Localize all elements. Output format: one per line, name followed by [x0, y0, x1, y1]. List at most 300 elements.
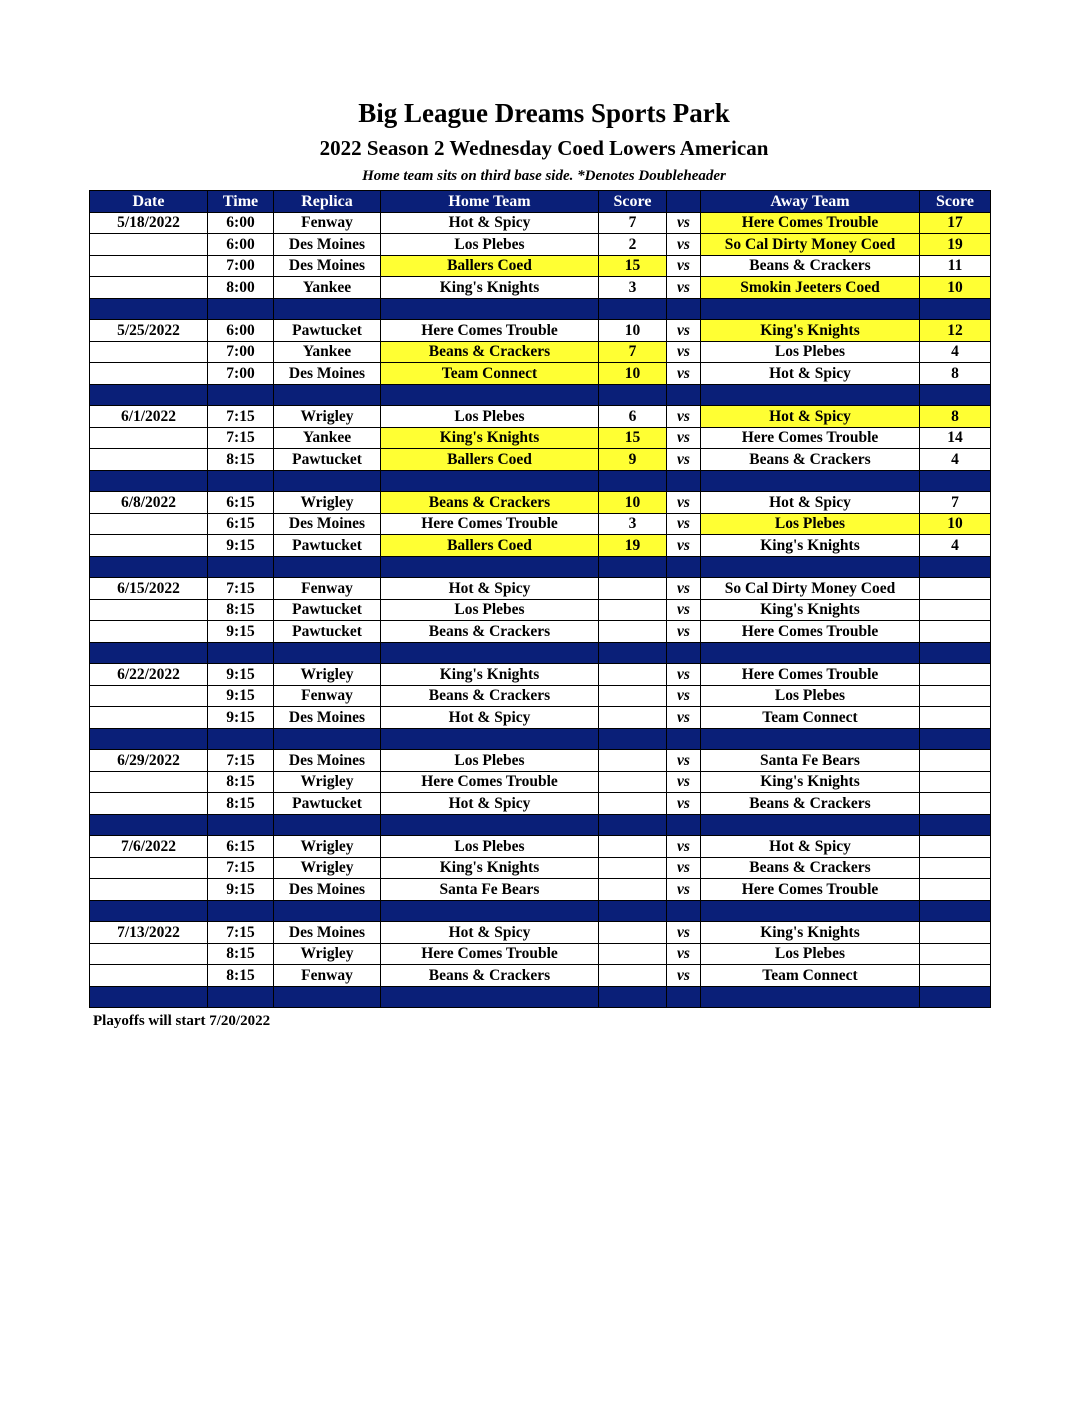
- week-separator-row: [90, 814, 991, 836]
- replica-cell: Pawtucket: [274, 599, 381, 621]
- col-header-date: Date: [90, 191, 208, 213]
- time-cell: 8:15: [208, 965, 274, 987]
- vs-cell: vs: [667, 857, 701, 879]
- separator-cell: [667, 298, 701, 320]
- home-score-cell: [599, 965, 667, 987]
- table-row: [90, 449, 991, 471]
- home-score-cell: [599, 578, 667, 600]
- separator-cell: [701, 900, 920, 922]
- separator-cell: [208, 642, 274, 664]
- schedule-table: [89, 190, 991, 1008]
- home-score-cell: 7: [599, 212, 667, 234]
- separator-cell: [208, 470, 274, 492]
- time-cell: 8:15: [208, 943, 274, 965]
- separator-cell: [208, 728, 274, 750]
- separator-cell: [274, 642, 381, 664]
- away-team-cell: King's Knights: [701, 320, 920, 342]
- replica-cell: Des Moines: [274, 513, 381, 535]
- home-score-cell: 2: [599, 234, 667, 256]
- separator-cell: [667, 728, 701, 750]
- separator-cell: [381, 642, 599, 664]
- page-title: Big League Dreams Sports Park: [358, 98, 730, 128]
- separator-cell: [701, 556, 920, 578]
- table-row: [90, 836, 991, 858]
- away-team-cell: King's Knights: [701, 535, 920, 557]
- separator-cell: [920, 556, 991, 578]
- separator-cell: [274, 814, 381, 836]
- home-score-cell: [599, 664, 667, 686]
- away-score-cell: [920, 621, 991, 643]
- date-cell: 6/8/2022: [90, 492, 208, 514]
- vs-cell: vs: [667, 234, 701, 256]
- table-row: [90, 965, 991, 987]
- time-cell: 6:15: [208, 492, 274, 514]
- date-cell: [90, 427, 208, 449]
- separator-cell: [208, 298, 274, 320]
- table-row: [90, 664, 991, 686]
- away-team-cell: Here Comes Trouble: [701, 212, 920, 234]
- home-team-cell: Hot & Spicy: [381, 212, 599, 234]
- vs-cell: vs: [667, 406, 701, 428]
- separator-cell: [381, 728, 599, 750]
- replica-cell: Des Moines: [274, 750, 381, 772]
- home-team-cell: Hot & Spicy: [381, 922, 599, 944]
- date-cell: 6/22/2022: [90, 664, 208, 686]
- time-cell: 7:15: [208, 857, 274, 879]
- separator-cell: [920, 642, 991, 664]
- time-cell: 6:15: [208, 513, 274, 535]
- home-team-cell: Beans & Crackers: [381, 621, 599, 643]
- date-cell: [90, 771, 208, 793]
- home-team-cell: King's Knights: [381, 857, 599, 879]
- table-row: [90, 943, 991, 965]
- separator-cell: [599, 470, 667, 492]
- home-team-cell: Los Plebes: [381, 406, 599, 428]
- vs-cell: vs: [667, 255, 701, 277]
- away-score-cell: [920, 965, 991, 987]
- replica-cell: Yankee: [274, 427, 381, 449]
- separator-cell: [920, 470, 991, 492]
- separator-cell: [274, 470, 381, 492]
- time-cell: 7:15: [208, 406, 274, 428]
- home-team-cell: Los Plebes: [381, 599, 599, 621]
- away-team-cell: So Cal Dirty Money Coed: [701, 234, 920, 256]
- vs-cell: vs: [667, 771, 701, 793]
- separator-cell: [90, 470, 208, 492]
- away-team-cell: Here Comes Trouble: [701, 427, 920, 449]
- away-score-cell: [920, 750, 991, 772]
- replica-cell: Des Moines: [274, 255, 381, 277]
- home-team-cell: Hot & Spicy: [381, 793, 599, 815]
- table-row: [90, 492, 991, 514]
- date-cell: [90, 599, 208, 621]
- separator-cell: [381, 470, 599, 492]
- separator-cell: [599, 642, 667, 664]
- separator-cell: [920, 384, 991, 406]
- separator-cell: [920, 986, 991, 1008]
- away-score-cell: 8: [920, 363, 991, 385]
- away-score-cell: [920, 857, 991, 879]
- date-cell: 5/18/2022: [90, 212, 208, 234]
- home-score-cell: [599, 771, 667, 793]
- vs-cell: vs: [667, 836, 701, 858]
- separator-cell: [701, 814, 920, 836]
- home-score-cell: [599, 922, 667, 944]
- away-team-cell: Beans & Crackers: [701, 255, 920, 277]
- time-cell: 8:00: [208, 277, 274, 299]
- replica-cell: Wrigley: [274, 406, 381, 428]
- home-team-cell: King's Knights: [381, 664, 599, 686]
- away-score-cell: 4: [920, 341, 991, 363]
- time-cell: 6:00: [208, 234, 274, 256]
- replica-cell: Wrigley: [274, 943, 381, 965]
- away-team-cell: Beans & Crackers: [701, 857, 920, 879]
- separator-cell: [701, 384, 920, 406]
- home-team-cell: Hot & Spicy: [381, 707, 599, 729]
- separator-cell: [667, 900, 701, 922]
- away-score-cell: [920, 836, 991, 858]
- table-row: [90, 427, 991, 449]
- home-team-cell: Beans & Crackers: [381, 685, 599, 707]
- separator-cell: [701, 298, 920, 320]
- away-score-cell: 19: [920, 234, 991, 256]
- week-separator-row: [90, 986, 991, 1008]
- away-score-cell: [920, 922, 991, 944]
- separator-cell: [90, 986, 208, 1008]
- date-cell: [90, 857, 208, 879]
- vs-cell: vs: [667, 341, 701, 363]
- away-score-cell: 11: [920, 255, 991, 277]
- separator-cell: [90, 728, 208, 750]
- separator-cell: [274, 556, 381, 578]
- home-team-cell: Hot & Spicy: [381, 578, 599, 600]
- away-score-cell: 4: [920, 449, 991, 471]
- home-team-cell: Here Comes Trouble: [381, 943, 599, 965]
- replica-cell: Des Moines: [274, 363, 381, 385]
- date-cell: [90, 621, 208, 643]
- away-team-cell: Team Connect: [701, 707, 920, 729]
- date-cell: [90, 234, 208, 256]
- replica-cell: Des Moines: [274, 922, 381, 944]
- table-row: [90, 212, 991, 234]
- away-team-cell: Beans & Crackers: [701, 449, 920, 471]
- time-cell: 6:00: [208, 212, 274, 234]
- date-cell: 7/6/2022: [90, 836, 208, 858]
- replica-cell: Wrigley: [274, 492, 381, 514]
- away-team-cell: Los Plebes: [701, 513, 920, 535]
- vs-cell: vs: [667, 578, 701, 600]
- home-team-cell: Los Plebes: [381, 750, 599, 772]
- date-cell: [90, 707, 208, 729]
- table-row: [90, 857, 991, 879]
- vs-cell: vs: [667, 513, 701, 535]
- replica-cell: Fenway: [274, 965, 381, 987]
- separator-cell: [920, 728, 991, 750]
- separator-cell: [274, 986, 381, 1008]
- replica-cell: Wrigley: [274, 771, 381, 793]
- vs-cell: vs: [667, 750, 701, 772]
- home-team-cell: Beans & Crackers: [381, 492, 599, 514]
- away-team-cell: Santa Fe Bears: [701, 750, 920, 772]
- away-team-cell: Team Connect: [701, 965, 920, 987]
- home-score-cell: 10: [599, 492, 667, 514]
- table-row: [90, 599, 991, 621]
- col-header-replica: Replica: [274, 191, 381, 213]
- away-team-cell: Hot & Spicy: [701, 492, 920, 514]
- col-header-away-score: Score: [920, 191, 991, 213]
- away-score-cell: [920, 707, 991, 729]
- replica-cell: Pawtucket: [274, 535, 381, 557]
- vs-cell: vs: [667, 492, 701, 514]
- table-row: [90, 793, 991, 815]
- away-team-cell: Here Comes Trouble: [701, 621, 920, 643]
- vs-cell: vs: [667, 707, 701, 729]
- replica-cell: Wrigley: [274, 857, 381, 879]
- date-cell: 6/1/2022: [90, 406, 208, 428]
- table-row: [90, 406, 991, 428]
- replica-cell: Pawtucket: [274, 621, 381, 643]
- away-team-cell: Hot & Spicy: [701, 363, 920, 385]
- separator-cell: [599, 384, 667, 406]
- time-cell: 7:15: [208, 427, 274, 449]
- vs-cell: vs: [667, 212, 701, 234]
- table-row: [90, 621, 991, 643]
- time-cell: 7:15: [208, 750, 274, 772]
- separator-cell: [667, 470, 701, 492]
- week-separator-row: [90, 470, 991, 492]
- replica-cell: Des Moines: [274, 707, 381, 729]
- separator-cell: [667, 556, 701, 578]
- replica-cell: Wrigley: [274, 664, 381, 686]
- away-score-cell: [920, 685, 991, 707]
- home-score-cell: 7: [599, 341, 667, 363]
- replica-cell: Des Moines: [274, 234, 381, 256]
- home-score-cell: [599, 599, 667, 621]
- away-score-cell: 14: [920, 427, 991, 449]
- away-team-cell: Hot & Spicy: [701, 406, 920, 428]
- replica-cell: Des Moines: [274, 879, 381, 901]
- separator-cell: [599, 728, 667, 750]
- time-cell: 7:15: [208, 922, 274, 944]
- week-separator-row: [90, 384, 991, 406]
- away-score-cell: 17: [920, 212, 991, 234]
- replica-cell: Fenway: [274, 578, 381, 600]
- date-cell: [90, 341, 208, 363]
- away-team-cell: Here Comes Trouble: [701, 664, 920, 686]
- vs-cell: vs: [667, 535, 701, 557]
- home-score-cell: 10: [599, 320, 667, 342]
- separator-cell: [381, 986, 599, 1008]
- home-team-cell: Ballers Coed: [381, 449, 599, 471]
- time-cell: 9:15: [208, 664, 274, 686]
- home-score-cell: [599, 879, 667, 901]
- separator-cell: [381, 900, 599, 922]
- time-cell: 9:15: [208, 535, 274, 557]
- separator-cell: [208, 986, 274, 1008]
- away-team-cell: Smokin Jeeters Coed: [701, 277, 920, 299]
- away-score-cell: [920, 879, 991, 901]
- separator-cell: [274, 384, 381, 406]
- away-score-cell: [920, 599, 991, 621]
- schedule-body: [90, 212, 991, 1008]
- vs-cell: vs: [667, 943, 701, 965]
- home-team-cell: Los Plebes: [381, 234, 599, 256]
- home-team-cell: Team Connect: [381, 363, 599, 385]
- date-cell: 6/15/2022: [90, 578, 208, 600]
- time-cell: 9:15: [208, 707, 274, 729]
- separator-cell: [90, 298, 208, 320]
- home-team-cell: Los Plebes: [381, 836, 599, 858]
- home-score-cell: 6: [599, 406, 667, 428]
- replica-cell: Fenway: [274, 685, 381, 707]
- home-team-cell: Ballers Coed: [381, 535, 599, 557]
- vs-cell: vs: [667, 685, 701, 707]
- time-cell: 7:00: [208, 255, 274, 277]
- home-score-cell: [599, 685, 667, 707]
- table-row: [90, 750, 991, 772]
- date-cell: [90, 363, 208, 385]
- replica-cell: Yankee: [274, 277, 381, 299]
- date-cell: [90, 513, 208, 535]
- away-score-cell: [920, 578, 991, 600]
- col-header-time: Time: [208, 191, 274, 213]
- table-row: [90, 879, 991, 901]
- time-cell: 7:00: [208, 363, 274, 385]
- table-row: [90, 535, 991, 557]
- home-score-cell: 10: [599, 363, 667, 385]
- separator-cell: [667, 986, 701, 1008]
- away-team-cell: Beans & Crackers: [701, 793, 920, 815]
- table-row: [90, 513, 991, 535]
- week-separator-row: [90, 556, 991, 578]
- table-row: [90, 685, 991, 707]
- table-row: [90, 255, 991, 277]
- separator-cell: [701, 986, 920, 1008]
- away-team-cell: Los Plebes: [701, 685, 920, 707]
- separator-cell: [90, 642, 208, 664]
- separator-cell: [920, 298, 991, 320]
- separator-cell: [667, 642, 701, 664]
- table-row: [90, 277, 991, 299]
- date-cell: [90, 793, 208, 815]
- home-team-cell: Here Comes Trouble: [381, 513, 599, 535]
- away-team-cell: Los Plebes: [701, 943, 920, 965]
- time-cell: 7:15: [208, 578, 274, 600]
- home-score-cell: 3: [599, 277, 667, 299]
- home-score-cell: 3: [599, 513, 667, 535]
- date-cell: [90, 879, 208, 901]
- away-team-cell: King's Knights: [701, 771, 920, 793]
- separator-cell: [381, 814, 599, 836]
- time-cell: 6:15: [208, 836, 274, 858]
- date-cell: 7/13/2022: [90, 922, 208, 944]
- date-cell: [90, 255, 208, 277]
- time-cell: 6:00: [208, 320, 274, 342]
- home-score-cell: [599, 621, 667, 643]
- vs-cell: vs: [667, 793, 701, 815]
- home-score-cell: [599, 750, 667, 772]
- home-score-cell: 19: [599, 535, 667, 557]
- replica-cell: Wrigley: [274, 836, 381, 858]
- col-header-vs: [667, 191, 701, 213]
- date-cell: [90, 449, 208, 471]
- table-row: [90, 707, 991, 729]
- date-cell: [90, 965, 208, 987]
- separator-cell: [274, 900, 381, 922]
- header-row: [90, 191, 991, 213]
- vs-cell: vs: [667, 965, 701, 987]
- date-cell: 6/29/2022: [90, 750, 208, 772]
- separator-cell: [381, 298, 599, 320]
- table-row: [90, 363, 991, 385]
- time-cell: 9:15: [208, 621, 274, 643]
- away-score-cell: 12: [920, 320, 991, 342]
- table-row: [90, 320, 991, 342]
- table-row: [90, 234, 991, 256]
- time-cell: 9:15: [208, 685, 274, 707]
- date-cell: [90, 277, 208, 299]
- home-score-cell: [599, 836, 667, 858]
- home-score-cell: 15: [599, 255, 667, 277]
- home-score-cell: [599, 707, 667, 729]
- away-score-cell: 4: [920, 535, 991, 557]
- date-cell: 5/25/2022: [90, 320, 208, 342]
- separator-cell: [599, 814, 667, 836]
- separator-cell: [599, 556, 667, 578]
- separator-cell: [90, 900, 208, 922]
- replica-cell: Pawtucket: [274, 449, 381, 471]
- week-separator-row: [90, 298, 991, 320]
- away-score-cell: [920, 771, 991, 793]
- playoffs-note: Playoffs will start 7/20/2022: [93, 1013, 271, 1029]
- separator-cell: [667, 384, 701, 406]
- away-score-cell: 10: [920, 513, 991, 535]
- schedule-note: Home team sits on third base side. *Denotes Doubleheader: [362, 168, 726, 184]
- separator-cell: [90, 814, 208, 836]
- separator-cell: [90, 556, 208, 578]
- home-score-cell: 9: [599, 449, 667, 471]
- separator-cell: [208, 556, 274, 578]
- separator-cell: [599, 900, 667, 922]
- replica-cell: Pawtucket: [274, 320, 381, 342]
- separator-cell: [90, 384, 208, 406]
- away-score-cell: [920, 664, 991, 686]
- time-cell: 8:15: [208, 793, 274, 815]
- away-team-cell: Here Comes Trouble: [701, 879, 920, 901]
- away-team-cell: So Cal Dirty Money Coed: [701, 578, 920, 600]
- separator-cell: [599, 986, 667, 1008]
- time-cell: 7:00: [208, 341, 274, 363]
- col-header-away-team: Away Team: [701, 191, 920, 213]
- table-row: [90, 578, 991, 600]
- separator-cell: [701, 642, 920, 664]
- week-separator-row: [90, 900, 991, 922]
- vs-cell: vs: [667, 879, 701, 901]
- home-team-cell: Santa Fe Bears: [381, 879, 599, 901]
- separator-cell: [667, 814, 701, 836]
- week-separator-row: [90, 642, 991, 664]
- separator-cell: [920, 814, 991, 836]
- separator-cell: [274, 728, 381, 750]
- vs-cell: vs: [667, 599, 701, 621]
- separator-cell: [701, 728, 920, 750]
- vs-cell: vs: [667, 320, 701, 342]
- time-cell: 9:15: [208, 879, 274, 901]
- away-team-cell: Los Plebes: [701, 341, 920, 363]
- home-score-cell: [599, 857, 667, 879]
- table-row: [90, 771, 991, 793]
- away-score-cell: [920, 943, 991, 965]
